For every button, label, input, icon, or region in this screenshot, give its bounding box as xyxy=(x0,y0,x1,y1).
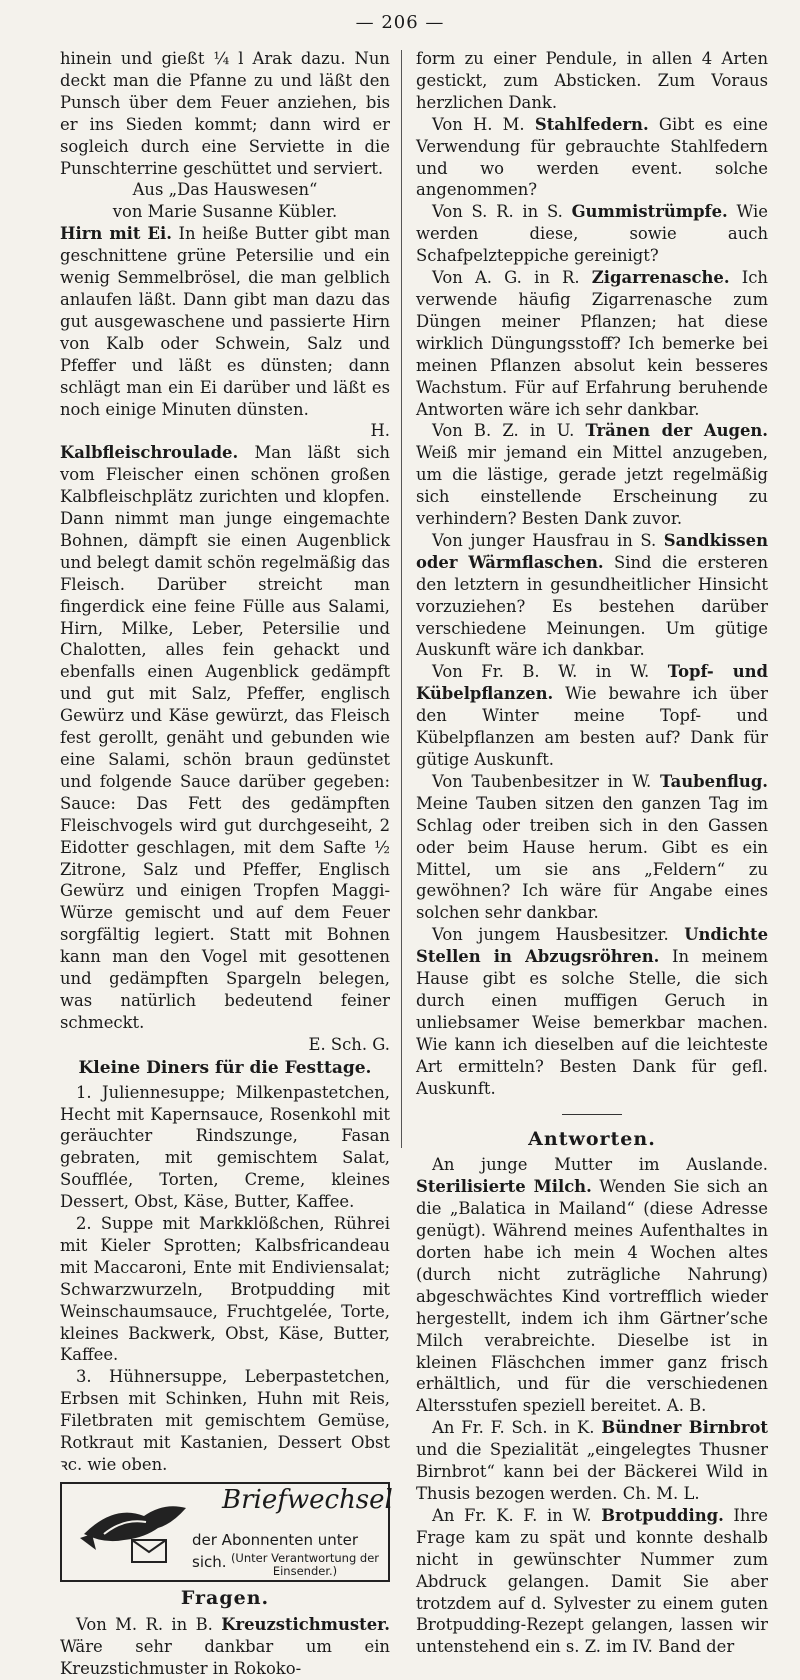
question-text: Ich verwende häufig Zigarrenasche zum Düngen meiner Pflanzen; hat diese wirklich Düngungsstoff? Ich bemerke bei meinen Pflanzen absolut kein besseres Wachstum. Für auf Erfahrung beruhende Antworten wäre ich sehr dankbar. xyxy=(416,268,768,419)
question-text: Wie bewahre ich über den Winter meine Topf- und Kübelpflanzen am besten auf? Dank für gütige Auskunft. xyxy=(416,684,769,769)
question-item xyxy=(416,201,768,267)
question-text: Wäre sehr dankbar um ein Kreuzstichmuster in Rokoko- xyxy=(60,1636,390,1678)
recipe-text: In heiße Butter gibt man geschnittene grüne Petersilie und ein wenig Semmelbrösel, die man gelblich anlaufen läßt. Dann gibt man dazu das gut ausgewaschene und passierte Hirn von Kalb oder Schwein, Salz und Pfeffer und läßt es dünsten; dann schlägt man ein Ei darüber und läßt es noch einige Minuten dünsten. xyxy=(60,224,390,419)
box-note: (Unter Verantwortung der Einsender.) xyxy=(230,1550,380,1578)
question-item xyxy=(416,267,768,420)
question-item xyxy=(416,530,768,661)
section-separator xyxy=(562,1114,622,1115)
section-heading-diners: Kleine Diners für die Festtage. xyxy=(78,1057,372,1078)
column-divider xyxy=(401,50,402,1148)
section-heading-antworten: Antworten. xyxy=(528,1127,656,1150)
question-text: In meinem Hause gibt es solche Stelle, die sich durch einen muffigen Geruch in unliebsamer Weise bemerkbar machen. Wie kann ich dieselben auf die leichteste Art ermitteln? Besten Dank für gefl. Auskunft. xyxy=(416,947,769,1098)
question-keyword: Sandkissen oder Wärmflaschen. xyxy=(416,530,768,572)
question-item xyxy=(416,420,768,530)
source-author: von Marie Susanne Kübler. xyxy=(112,202,338,222)
question-text: Wie werden diese, sowie auch Schafpelzteppiche gereinigt? xyxy=(416,202,768,266)
question-keyword: Stahlfedern. xyxy=(534,114,649,134)
recipe-title: Kalbfleischroulade. xyxy=(60,443,239,463)
question-sender: Von M. R. in B. xyxy=(76,1614,213,1634)
question-item xyxy=(416,661,768,771)
dove-envelope-icon xyxy=(74,1494,194,1572)
right-column xyxy=(416,48,769,1657)
answer-signature: Ch. M. L. xyxy=(622,1484,700,1503)
answer-keyword: Sterilisierte Milch. xyxy=(416,1177,592,1197)
question-keyword: Gummistrümpfe. xyxy=(571,202,728,222)
recipe-signature: E. Sch. G. xyxy=(308,1034,390,1054)
question-continued: form zu einer Pendule, in allen 4 Arten gestickt, zum Absticken. Zum Voraus herzlichen Dank. xyxy=(416,49,768,112)
question-sender: Von Taubenbesitzer in W. xyxy=(432,771,652,791)
left-column xyxy=(60,48,393,1678)
question-text: Sind die ersteren den letztern in gesundheitlicher Hinsicht vorzuziehen? Es bestehen darüber verschiedene Meinungen. Um gütige Auskunft wäre ich dankbar. xyxy=(416,552,769,660)
question-keyword: Topf- und Kübelpflanzen. xyxy=(416,662,769,704)
answer-text: Wenden Sie sich an die „Balatica in Mailand“ (diese Adresse genügt). Während meines Aufenthaltes in dorten habe ich mein 4 Wochen altes (durch nicht zuträgliche Nahrung) abgeschwächtes Kind vortrefflich wieder hergestellt, indem ich ihm Gärtner’sche Milch verabreichte. Dieselbe ist in kleinen Fläschchen immer ganz frisch erhältlich, und für die verschiedenen Altersstufen speziell bereitet. xyxy=(416,1177,768,1416)
question-item xyxy=(416,114,768,202)
box-subtitle: der Abonnenten unter sich. xyxy=(192,1530,359,1571)
diner-menu: 3. Hühnersuppe, Leberpastetchen, Erbsen mit Schinken, Huhn mit Reis, Filetbraten mit gemischtem Gemüse, Rotkraut mit Kastanien, Dessert Obst ꝛc. wie oben. xyxy=(60,1367,390,1474)
question-keyword: Tränen der Augen. xyxy=(585,421,768,441)
question-sender: Von H. M. xyxy=(432,114,525,134)
recipe-title: Hirn mit Ei. xyxy=(60,224,172,244)
diner-menu: 1. Juliennesuppe; Milkenpastetchen, Hecht mit Kapernsauce, Rosenkohl mit geräuchter Rindszunge, Fasan gebraten, mit gemischtem Salat, Soufflée, Torten, Creme, kleines Dessert, Obst, Käse, Butter, Kaffee. xyxy=(60,1082,390,1212)
answer-text: Ihre Frage kam zu spät und konnte deshalb nicht in gewünschter Nummer zum Abdruck gelangen. Damit Sie aber trotzdem auf d. Sylvester zu einem guten Brotpudding-Rezept gelangen, lassen wir untenstehend ein s. Z. im IV. Band der xyxy=(416,1505,768,1657)
question-keyword: Kreuzstichmuster. xyxy=(221,1614,390,1634)
question-sender: Von jungem Hausbesitzer. xyxy=(432,925,669,945)
recipe-text: Man läßt sich vom Fleischer einen schönen großen Kalbfleischplätz zurichten und klopfen. Dann nimmt man junge eingemachte Bohnen, dämpft sie einen Augenblick und belegt damit schön regelmäßig das Fleisch. Darüber streicht man fingerdick eine feine Fülle aus Salami, Hirn, Milke, Leber, Petersilie und Chalotten, alles fein gehackt und ebenfalls einen Augenblick gedämpft und gut mit Salz, Pfeffer, englisch Gewürz und Käse gewürzt, das Fleisch fest gerollt, genäht und gebunden wie eine Salami, schön braun gedünstet und folgende Sauce darüber gegeben: Sauce: Das Fett des gedämpften Fleischvogels wird gut durchgeseiht, 2 Eidotter geschlagen, mit dem Safte ½ Zitrone, Salz und Pfeffer, Englisch Gewürz und einigen Tropfen Maggi-Würze gemischt und auf dem Feuer sorgfältig legiert. Statt mit Bohnen kann man den Vogel mit gesottenen und gedämpften Spargeln belegen, was natürlich bedeutend feiner schmeckt. xyxy=(60,443,390,1032)
question-keyword: Undichte Stellen in Abzugsröhren. xyxy=(416,925,768,967)
answer-text: und die Spezialität „eingelegtes Thusner Birnbrot“ kann bei der Bäckerei Wild in Thusis bezogen werden. xyxy=(416,1440,768,1503)
question-keyword: Taubenflug. xyxy=(660,771,768,791)
question-text: Weiß mir jemand ein Mittel anzugeben, um die lästige, gerade jetzt regelmäßig sich einstellende Erscheinung zu verhindern? Besten Dank zuvor. xyxy=(416,443,768,529)
question-sender: Von B. Z. in U. xyxy=(432,421,575,441)
question-sender: Von A. G. in R. xyxy=(432,268,580,288)
answer-item xyxy=(416,1505,768,1658)
diner-menu: 2. Suppe mit Markklößchen, Rührei mit Kieler Sprotten; Kalbsfricandeau mit Maccaroni, Ente mit Endiviensalat; Schwarzwurzeln, Brotpudding mit Weinschaumsauce, Fruchtgelée, Torte, kleines Backwerk, Obst, Käse, Butter, Kaffee. xyxy=(60,1214,390,1365)
question-keyword: Zigarrenasche. xyxy=(591,268,730,288)
answer-recipient: An Fr. F. Sch. in K. xyxy=(432,1418,595,1438)
question-item xyxy=(60,1614,390,1680)
answer-recipient: An junge Mutter im Auslande. xyxy=(432,1155,768,1175)
answer-keyword: Bündner Birnbrot xyxy=(601,1418,768,1438)
question-item xyxy=(416,924,768,1099)
question-sender: Von S. R. in S. xyxy=(432,202,563,222)
question-text: Meine Tauben sitzen den ganzen Tag im Schlag oder treiben sich in den Gassen oder beim Hause herum. Gibt es ein Mittel, um sie ans „Feldern“ zu gewöhnen? Ich wäre für Angabe eines solchen sehr dankbar. xyxy=(416,793,768,923)
answer-recipient: An Fr. K. F. in W. xyxy=(432,1505,592,1525)
question-item xyxy=(416,771,768,924)
answer-item xyxy=(416,1417,768,1505)
recipe-kalb xyxy=(60,442,390,1033)
source-line: Aus „Das Hauswesen“ xyxy=(132,180,318,200)
question-sender: Von Fr. B. W. in W. xyxy=(432,662,650,682)
box-title: Briefwechsel xyxy=(222,1484,393,1515)
punsch-text: hinein und gießt ¼ l Arak dazu. Nun deckt man die Pfanne zu und läßt den Punsch über dem Feuer anziehen, bis er ins Sieden kommt; dann wird er sogleich durch eine Serviette in die Punschterrine geschüttet und serviert. xyxy=(60,49,390,178)
answer-signature: A. B. xyxy=(666,1396,707,1416)
answer-item xyxy=(416,1154,768,1417)
section-heading-fragen: Fragen. xyxy=(180,1586,270,1609)
question-text: Gibt es eine Verwendung für gebrauchte Stahlfedern und wo werden event. solche angenommen? xyxy=(416,114,768,200)
question-sender: Von junger Hausfrau in S. xyxy=(432,530,657,550)
recipe-signature: H. xyxy=(370,421,390,441)
briefwechsel-box xyxy=(60,1482,393,1582)
answer-keyword: Brotpudding. xyxy=(601,1505,724,1525)
page-number: — 206 — xyxy=(355,12,445,33)
recipe-hirn xyxy=(60,223,390,420)
